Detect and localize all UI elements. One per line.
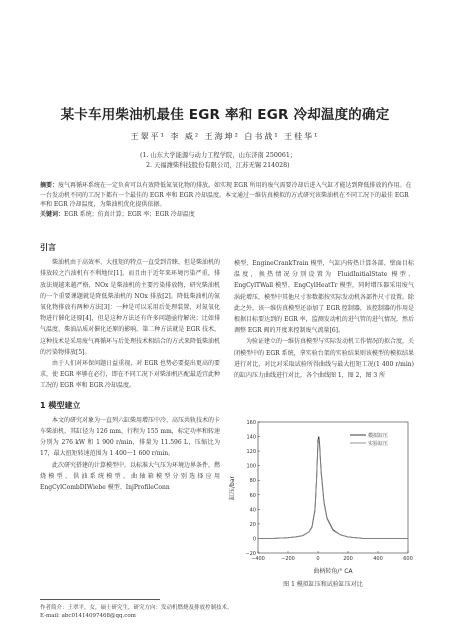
affiliation-1: (1. 山东大学能源与动力工程学院，山东济南 250061； — [140, 152, 297, 159]
footnote-author-info: 作者简介：王翠平，女，硕士研究生，研究方向：发动机燃烧及排放控制技术。 — [40, 605, 233, 611]
y-tick-label: 160 — [246, 420, 256, 426]
x-tick-label: 0 — [316, 556, 320, 562]
y-axis-label: 缸压/bar — [229, 476, 236, 500]
y-tick-label: 140 — [246, 434, 256, 441]
series-line-simulated — [258, 437, 408, 539]
intro-paragraph-2: 由于人们对环保问题日益重视，对 EGR 也势必要提出更高的要求，使 EGR 率够在必行，即在不同工况下对柴油机匹配最适宜此种工况的 EGR 率和 EGR 冷却温度。 — [40, 360, 220, 390]
x-tick-label: 200 — [343, 556, 353, 562]
paper-title: 某卡车用柴油机最佳 EGR 率和 EGR 冷却温度的确定 — [60, 107, 390, 123]
y-tick-label: 80 — [249, 478, 256, 485]
y-tick-label: 60 — [249, 492, 256, 499]
legend-item-experimental: 实验缸压 — [368, 441, 389, 447]
author-list: 王翠平¹ 李 威² 王海坤² 白书战¹ 王桂华¹ — [130, 132, 320, 141]
x-tick-label: −400 — [251, 556, 265, 562]
keywords-label: 关键词： — [40, 211, 65, 218]
legend-item-simulated: 模拟缸压 — [368, 433, 389, 439]
footnote-email: E-mail: abc01414097468@qq.com — [40, 613, 136, 619]
abstract — [40, 181, 412, 210]
y-tick-label: −20 — [245, 551, 256, 557]
y-tick-label: 40 — [249, 507, 256, 514]
figure-1-chart — [228, 418, 418, 578]
model-paragraph-2: 此次研究搭建的计算模型中，以标准大气压为环境边界条件，燃烧模型、供油系统模型、曲轴箱模型分别选择应用 EngCylCombDIWiebe 模型、InjProfileConn — [40, 461, 221, 492]
right-paragraph-1: 模型、EngineCrankTrain 模型，气缸内传热计算各部、壁面目标温度，换热情况分别设置为 FluidInitialState 模型、EngCylTWall 模型、EngCylHeatTr 模型，同时增压器采用废气涡轮增压，模型中其他尺寸参数都按实际发动机各部件尺寸设置。除此之外，该一维仿真模型还添加了 EGR 控制器，该控制器的作用是根据目标要达到的 EGR 率，监测发动机的进气管的进气情况，然后调整 EGR 阀的开度来控制废气流量[6]。 — [234, 260, 415, 335]
series-line-experimental — [258, 439, 408, 539]
section-heading-intro: 引言 — [40, 243, 56, 252]
abstract-text: 废气再循环系统在一定负荷可以有效降低氮氧化物的排放。如实现 EGR 所用的废气需要冷却后进入气缸才能达到降低排放的作用。在一台发动机不同的工况下都有一个最佳的 EGR 率和 EGR 冷却温度。本文通过一维仿真模拟的方式研究该柴油机在不同工况下的最佳 EGR 率和 EGR 冷却温度，为柴油机优化提供依据。 — [40, 182, 412, 208]
x-tick-label: 400 — [373, 556, 383, 562]
left-column — [40, 236, 220, 493]
right-paragraph-2: 为验证建立的一维仿真模型与实际发动机工作情况的拟合度，关闭模型中的 EGR 系统，拿实验台架的实验结果则该模型的模拟结果进行对比，对比对采取试验所得曲线与最大扭矩工况(1 400 r/min)的缸内压力曲线进行对比，各个曲线图 1，图 2，图 3 所 — [234, 338, 415, 380]
section-heading-model: 1 模型建立 — [40, 400, 81, 410]
affiliation-2: 2. 天福潍柴科技股份有限公司，江苏无锡 214028) — [146, 162, 290, 169]
model-paragraph-1: 本文的研究对象为一直列六缸柴用增压中冷、高压共轨技术的卡车柴油机，其缸径为 126 mm，行程为 155 mm，标定功率和转速分别为 276 kW 和 1 900 r/min，排量为 11.596 L，压缩比为 17，最大扭矩转速范围为 1 400～1 600 r/min。 — [40, 416, 221, 458]
x-tick-label: −200 — [281, 556, 295, 562]
intro-paragraph-1: 柴油机由于高效率、大扭矩的特点一直受到青睐，但是柴油机的排放较之汽油机有不利地位[1]，而且由于近年来环境污染严重，排放法规越来越严格，NOx 是柴油机的主要污染排放物，研究柴油机的一个重要课题就是降低柴油机的 NOx 排放[2]。降低柴油机的氮氧化物排放有两种方法[3]：一种是可以采用后处理装置，对氮氧化物进行催化还原[4]，但是这种方法还有许多问题亟待解决；比如排气温度、柴油品质对催化还原的影响。第二种方法就是 EGR 技术，这种技术是采用废气再循环与后处理技术相结合的方式来降低柴油机的污染物排放[5]。 — [40, 259, 221, 356]
footnote-divider — [40, 599, 160, 600]
x-axis-label: 曲柄转角/° CA — [313, 568, 353, 575]
y-tick-label: 100 — [246, 463, 256, 470]
legend — [350, 432, 388, 447]
figure-1-caption: 图 1 模拟缸压和试验缸压对比 — [283, 581, 363, 588]
right-column — [234, 258, 414, 381]
keywords-text: EGR 系统；仿真计算；EGR 率；EGR 冷却温度 — [64, 211, 195, 218]
keywords — [40, 210, 412, 220]
y-tick-label: 120 — [246, 449, 256, 456]
y-tick-label: 20 — [249, 521, 256, 528]
x-tick-label: 600 — [403, 556, 413, 562]
abstract-label: 摘要： — [40, 182, 59, 189]
y-tick-label: 0 — [252, 536, 256, 543]
